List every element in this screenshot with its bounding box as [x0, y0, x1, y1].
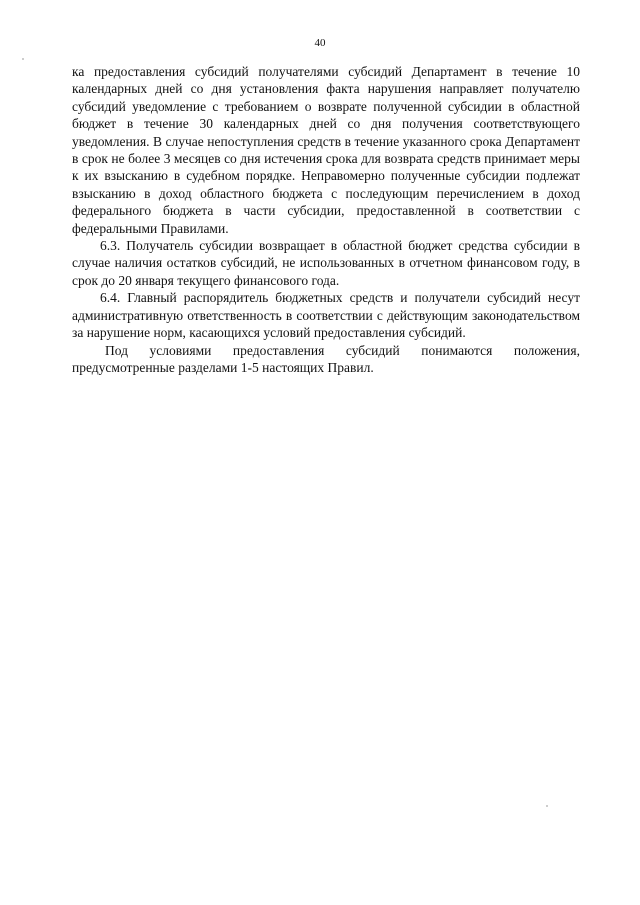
paragraph-conditions: Под условиями предоставления субсидий понимаются положения, предусмотренные разделами 1-5 настоящих Правил. — [72, 342, 580, 375]
paragraph-6-4: 6.4. Главный распорядитель бюджетных средств и получатели субсидий несут административную ответственность в соответствии с действующим законодательством за нарушение норм, касающихся условий предоставления субсидий. — [72, 290, 580, 341]
document-body — [72, 63, 580, 376]
scan-speck — [546, 805, 548, 807]
paragraph-6-3: 6.3. Получатель субсидии возвращает в областной бюджет средства субсидии в случае наличия остатков субсидий, не использованных в отчетном финансовом году, в срок до 20 января текущего финансового года. — [72, 238, 580, 288]
paragraph-continuation: ка предоставления субсидий получателями субсидий Департамент в течение 10 календарных дней со дня установления факта нарушения направляет получателю субсидий уведомление с требованием о возврате полученной субсидии в областной бюджет в течение 30 календарных дней со дня получения соответствующего уведомления. В случае непоступления средств в течение указанного срока Департамент в срок не более 3 месяцев со дня истечения срока для возврата средств принимает меры к их взысканию в судебном порядке. Неправомерно полученные субсидии подлежат взысканию в доход областного бюджета с последующим перечислением в доход федерального бюджета в части субсидии, предоставленной в соответствии с федеральными Правилами. — [72, 64, 580, 236]
page-number: 40 — [314, 37, 326, 49]
scan-speck — [22, 58, 24, 60]
